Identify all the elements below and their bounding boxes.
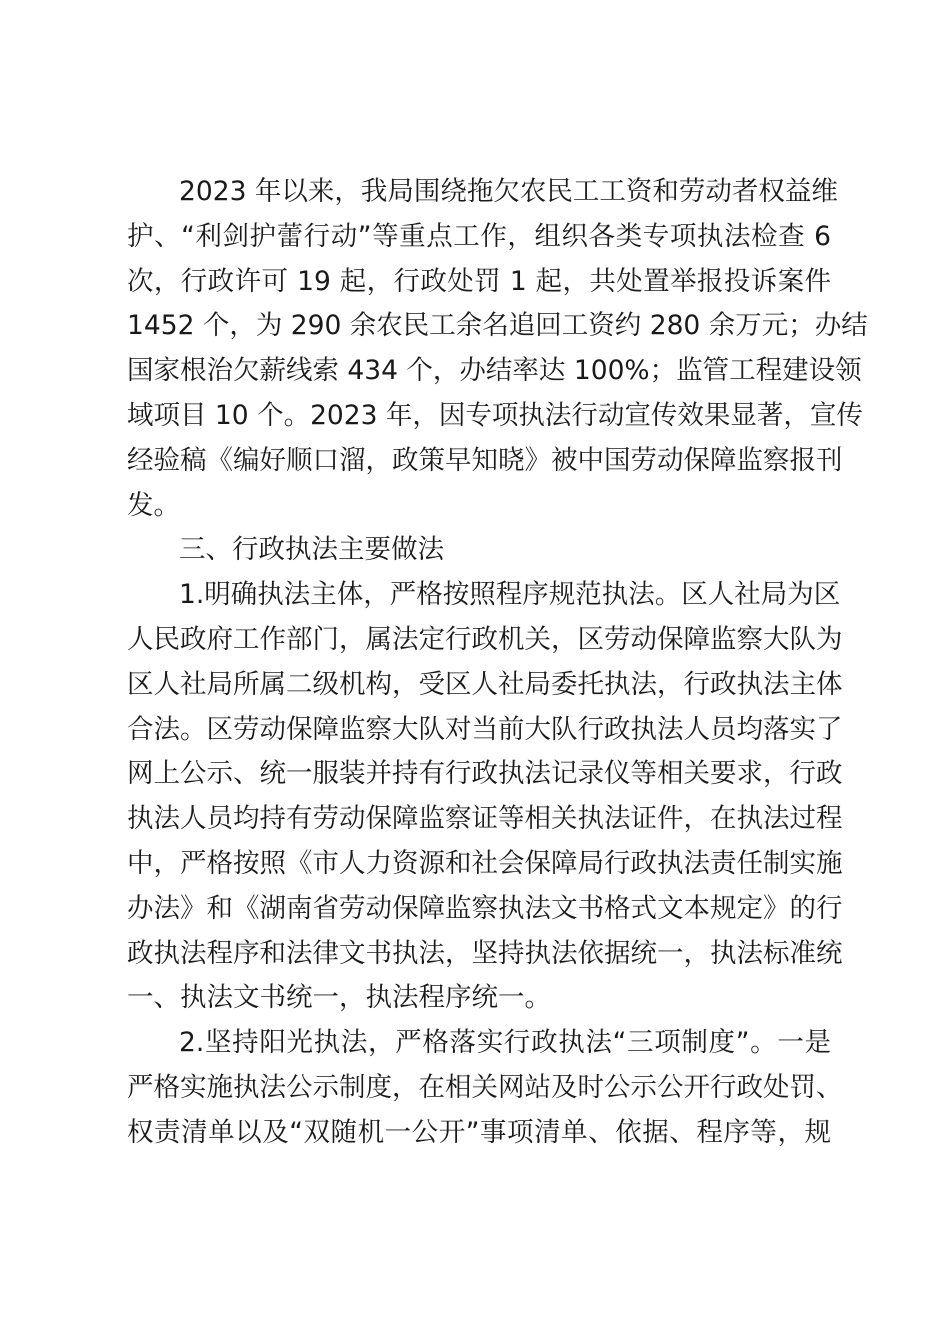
text-line: 次，行政许可 19 起，行政处罚 1 起，共处置举报投诉案件 [127, 265, 831, 297]
text-line: 2023 年以来，我局围绕拖欠农民工工资和劳动者权益维 [179, 176, 838, 207]
text-line: 办法》和《湖南省劳动保障监察执法文书格式文本规定》的行 [127, 892, 843, 924]
text-line: 发。 [127, 489, 180, 521]
text-line: 2.坚持阳光执法，严格落实行政执法“三项制度”。一是 [179, 1027, 831, 1059]
text-line: 区人社局所属二级机构，受区人社局委托执法，行政执法主体 [127, 668, 843, 700]
text-line: 一、执法文书统一，执法程序统一。 [127, 982, 551, 1014]
text-line: 经验稿《编好顺口溜，政策早知晓》被中国劳动保障监察报刊 [127, 444, 843, 476]
text-line: 合法。区劳动保障监察大队对当前大队行政执法人员均落实了 [127, 713, 843, 745]
text-line: 国家根治欠薪线索 434 个，办结率达 100%；监管工程建设领 [127, 355, 862, 387]
text-line: 严格实施执法公示制度，在相关网站及时公示公开行政处罚、 [127, 1071, 843, 1103]
text-line: 护、“利剑护蕾行动”等重点工作，组织各类专项执法检查 6 [127, 220, 831, 252]
text-line: 政执法程序和法律文书执法，坚持执法依据统一，执法标准统 [127, 937, 843, 969]
document-body [127, 170, 868, 1156]
text-line: 权责清单以及“双随机一公开”事项清单、依据、程序等，规 [127, 1116, 831, 1148]
text-line: 网上公示、统一服装并持有行政执法记录仪等相关要求，行政 [127, 758, 843, 790]
section-heading: 三、行政执法主要做法 [179, 534, 444, 566]
text-line: 人民政府工作部门，属法定行政机关，区劳动保障监察大队为 [127, 623, 843, 655]
text-line: 域项目 10 个。2023 年，因专项执法行动宣传效果显著，宣传 [127, 399, 863, 431]
text-line: 1452 个，为 290 余农民工余名追回工资约 280 余万元；办结 [127, 310, 868, 342]
text-line: 1.明确执法主体，严格按照程序规范执法。区人社局为区 [179, 579, 841, 611]
text-line: 中，严格按照《市人力资源和社会保障局行政执法责任制实施 [127, 847, 843, 879]
text-line: 执法人员均持有劳动保障监察证等相关执法证件，在执法过程 [127, 803, 843, 835]
